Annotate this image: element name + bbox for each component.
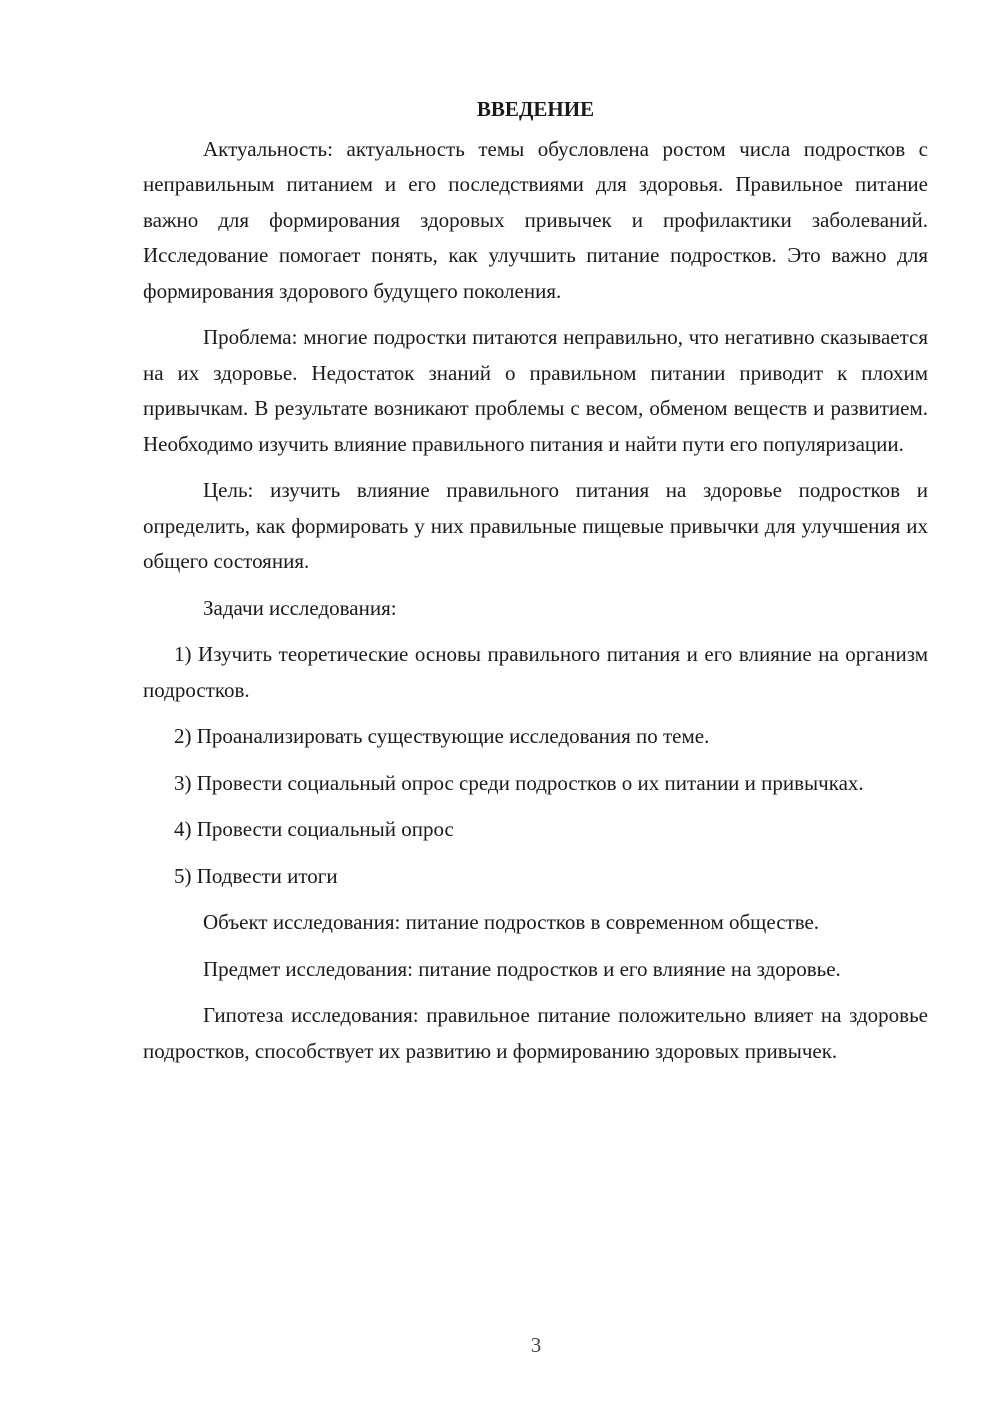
- goal-paragraph: Цель: изучить влияние правильного питания на здоровье подростков и определить, как формировать у них правильные пищевые привычки для улучшения их общего состояния.: [143, 478, 928, 573]
- hypothesis-paragraph: Гипотеза исследования: правильное питание положительно влияет на здоровье подростков, способствует их развитию и формированию здоровых привычек.: [143, 1003, 928, 1063]
- subject-paragraph: Предмет исследования: питание подростков и его влияние на здоровье.: [203, 956, 841, 981]
- problem-paragraph: Проблема: многие подростки питаются неправильно, что негативно сказывается на их здоровье. Недостаток знаний о правильном питании приводит к плохим привычкам. В результате возникают проблемы с весом, обменом веществ и развитием. Необходимо изучить влияние правильного питания и найти пути его популяризации.: [143, 325, 928, 456]
- object-paragraph: Объект исследования: питание подростков в современном обществе.: [203, 910, 820, 934]
- task-item-5: 5) Подвести итоги: [174, 863, 338, 888]
- tasks-list: [143, 637, 928, 894]
- page-number: 3: [530, 1333, 542, 1357]
- tasks-heading: Задачи исследования:: [203, 595, 397, 620]
- task-item-3: 3) Провести социальный опрос среди подростков о их питании и привычках.: [174, 770, 864, 795]
- task-item-4: 4) Провести социальный опрос: [174, 817, 454, 841]
- task-item-2: 2) Проанализировать существующие исследования по теме.: [174, 724, 710, 748]
- relevance-paragraph: Актуальность: актуальность темы обусловлена ростом числа подростков с неправильным питанием и его последствиями для здоровья. Правильное питание важно для формирования здоровых привычек и профилактики заболеваний. Исследование помогает понять, как улучшить питание подростков. Это важно для формирования здорового будущего поколения.: [143, 136, 928, 303]
- section-title: ВВЕДЕНИЕ: [476, 97, 595, 121]
- task-item-1: 1) Изучить теоретические основы правильного питания и его влияние на организм подростков.: [143, 642, 928, 702]
- document-page: [143, 92, 928, 1080]
